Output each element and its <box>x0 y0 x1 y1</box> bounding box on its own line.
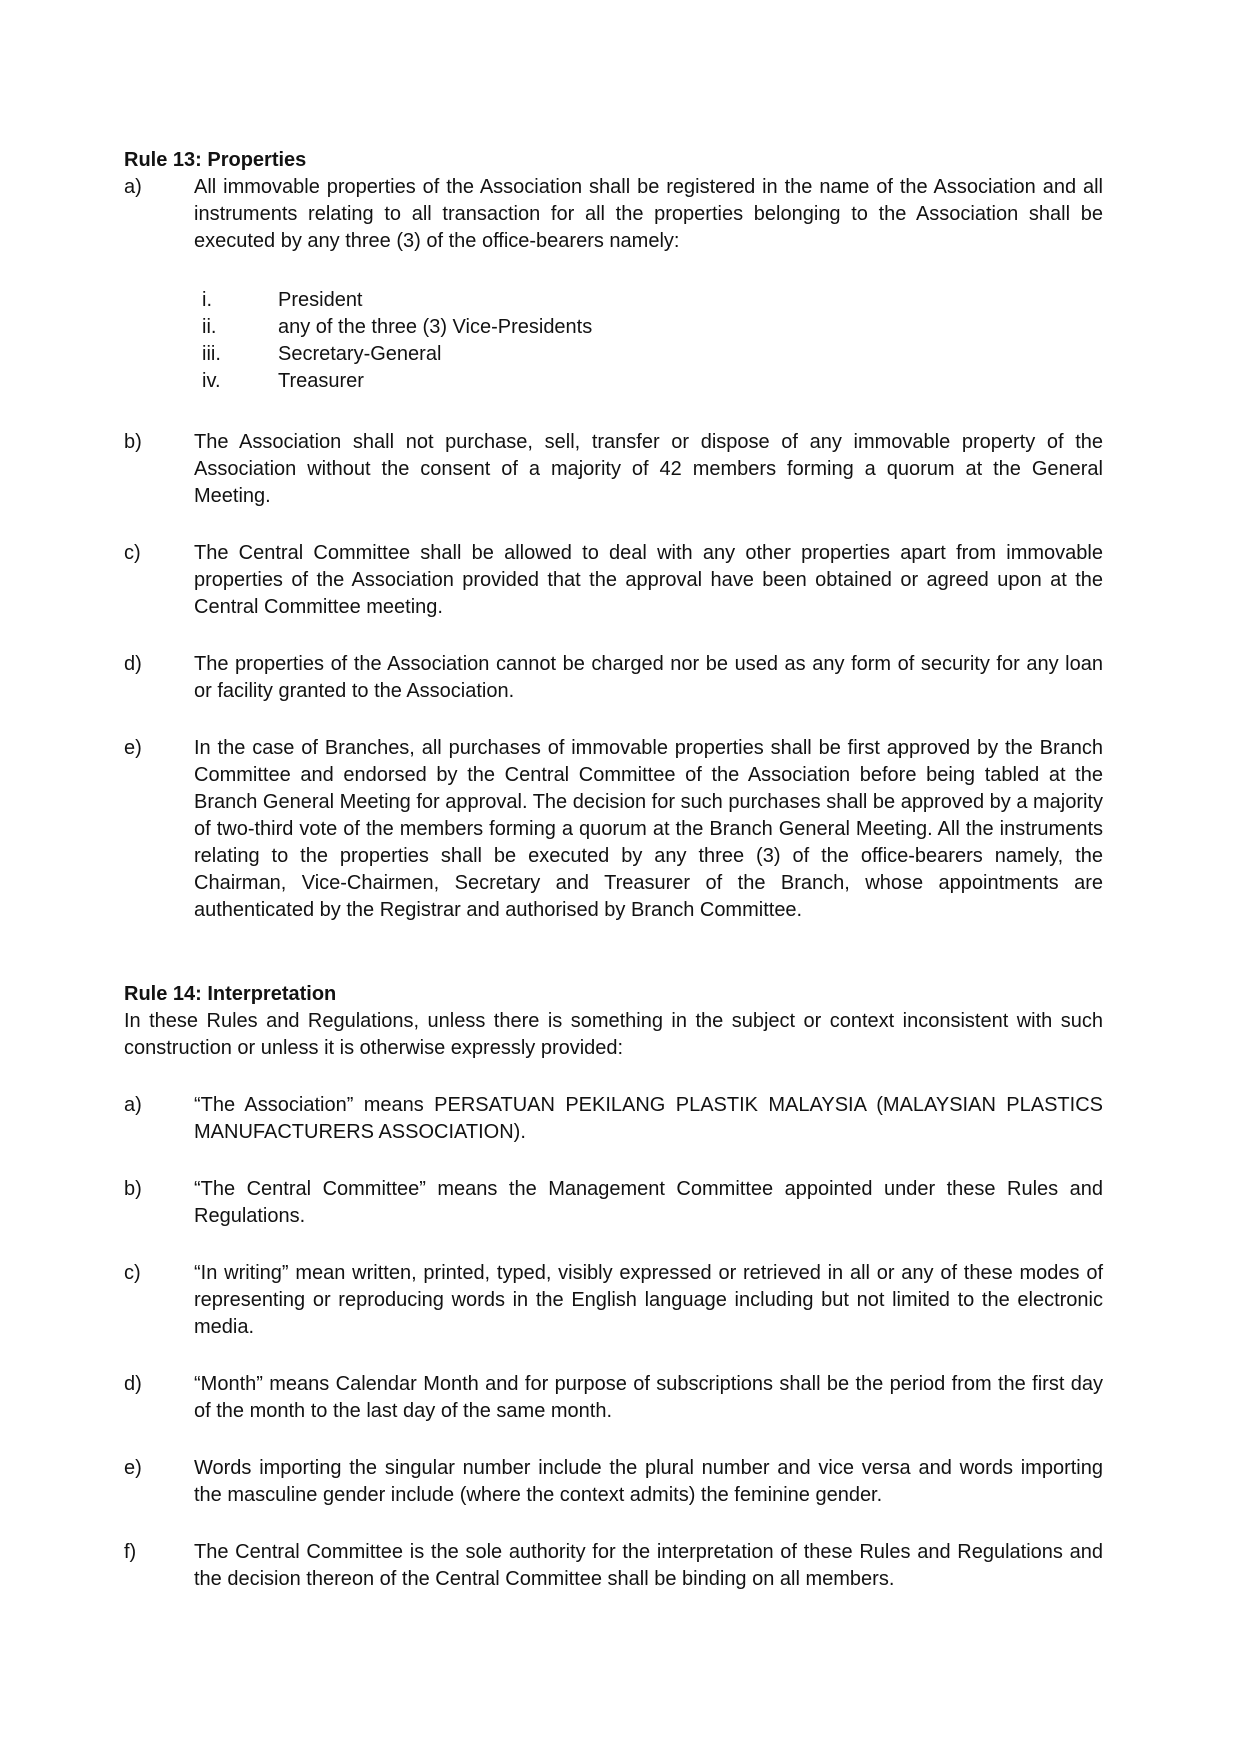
item-label: c) <box>124 1262 141 1284</box>
office-bearer-item <box>124 314 1103 341</box>
item-label: e) <box>124 737 142 759</box>
item-text: The Central Committee shall be allowed to deal with any other properties apart from immovable properties of the Association provided that the approval have been obtained or agreed upon at the Central Committee meeting. <box>194 542 1103 618</box>
subitem-text: any of the three (3) Vice-Presidents <box>278 316 593 338</box>
item-text: The Central Committee is the sole authority for the interpretation of these Rules and Regulations and the decision thereon of the Central Committee shall be binding on all members. <box>194 1541 1103 1590</box>
rule-14-item-a <box>124 1092 1103 1146</box>
subitem-label: i. <box>202 289 212 311</box>
rule-14-item-c <box>124 1260 1103 1341</box>
rule-13-item-b <box>124 429 1103 510</box>
item-label: a) <box>124 176 142 198</box>
office-bearer-item <box>124 368 1103 395</box>
item-label: c) <box>124 542 141 564</box>
subitem-label: ii. <box>202 316 217 338</box>
item-label: e) <box>124 1457 142 1479</box>
item-text: The properties of the Association cannot be charged nor be used as any form of security for any loan or facility granted to the Association. <box>194 653 1103 702</box>
rule-13-section <box>124 147 1103 924</box>
rule-13-title: Rule 13: Properties <box>124 149 307 171</box>
item-text: In the case of Branches, all purchases of immovable properties shall be first approved by the Branch Committee and endorsed by the Central Committee of the Association before being tabled at the Branch General Meeting for approval. The decision for such purchases shall be approved by a majority of two-third vote of the members forming a quorum at the Branch General Meeting. All the instruments relating to the properties shall be executed by any three (3) of the office-bearers namely, the Chairman, Vice-Chairmen, Secretary and Treasurer of the Branch, whose appointments are authenticated by the Registrar and authorised by Branch Committee. <box>194 737 1104 921</box>
rule-14-item-f <box>124 1539 1103 1593</box>
item-label: d) <box>124 653 142 675</box>
subitem-label: iii. <box>202 343 221 365</box>
item-text: “In writing” mean written, printed, typed, visibly expressed or retrieved in all or any of these modes of representing or reproducing words in the English language including but not limited to the electronic media. <box>194 1262 1103 1338</box>
item-text: All immovable properties of the Association shall be registered in the name of the Association and all instruments relating to all transaction for all the properties belonging to the Association shall be executed by any three (3) of the office-bearers namely: <box>194 176 1103 252</box>
subitem-text: President <box>278 289 363 311</box>
rule-13-item-c <box>124 540 1103 621</box>
item-label: a) <box>124 1094 142 1116</box>
item-text: The Association shall not purchase, sell, transfer or dispose of any immovable property of the Association without the consent of a majority of 42 members forming a quorum at the General Meeting. <box>194 431 1103 507</box>
rule-14-item-d <box>124 1371 1103 1425</box>
rule-13-item-a <box>124 174 1103 255</box>
item-text: Words importing the singular number include the plural number and vice versa and words importing the masculine gender include (where the context admits) the feminine gender. <box>194 1457 1103 1506</box>
office-bearers-list <box>124 287 1103 395</box>
rule-14-title: Rule 14: Interpretation <box>124 983 337 1005</box>
subitem-text: Treasurer <box>278 370 364 392</box>
item-label: f) <box>124 1541 137 1563</box>
office-bearer-item <box>124 287 1103 314</box>
item-label: b) <box>124 431 142 453</box>
rule-14-intro: In these Rules and Regulations, unless there is something in the subject or context inconsistent with such construction or unless it is otherwise expressly provided: <box>124 1010 1103 1059</box>
rule-13-item-e <box>124 735 1103 924</box>
subitem-text: Secretary-General <box>278 343 442 365</box>
item-label: b) <box>124 1178 142 1200</box>
rule-14-item-b <box>124 1176 1103 1230</box>
item-text: “The Association” means PERSATUAN PEKILANG PLASTIK MALAYSIA (MALAYSIAN PLASTICS MANUFACTURERS ASSOCIATION). <box>194 1094 1103 1143</box>
rule-13-item-d <box>124 651 1103 705</box>
item-text: “The Central Committee” means the Management Committee appointed under these Rules and Regulations. <box>194 1178 1103 1227</box>
office-bearer-item <box>124 341 1103 368</box>
rule-14-item-e <box>124 1455 1103 1509</box>
item-text: “Month” means Calendar Month and for purpose of subscriptions shall be the period from the first day of the month to the last day of the same month. <box>194 1373 1103 1422</box>
subitem-label: iv. <box>202 370 221 392</box>
item-label: d) <box>124 1373 142 1395</box>
rule-14-section <box>124 981 1103 1593</box>
